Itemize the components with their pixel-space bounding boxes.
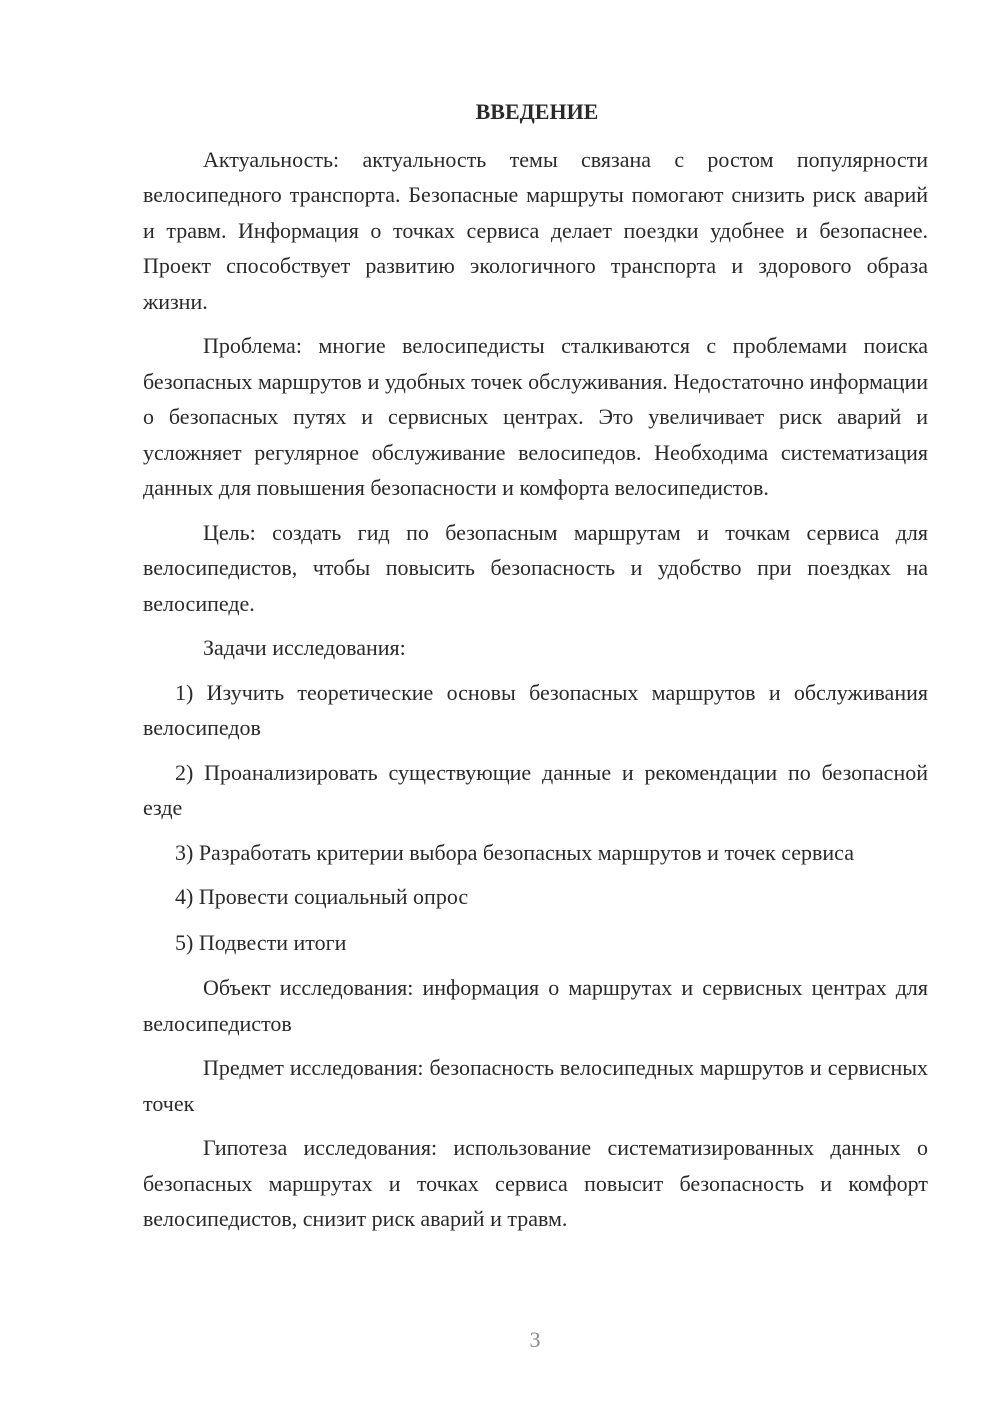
page-content <box>143 94 928 1246</box>
problem-paragraph: Проблема: многие велосипедисты сталкиваются с проблемами поиска безопасных маршрутов и удобных точек обслуживания. Недостаточно информации о безопасных путях и сервисных центрах. Это увеличивает риск аварий и усложняет регулярное обслуживание велосипедов. Необходима систематизация данных для повышения безопасности и комфорта велосипедистов. <box>143 333 928 500</box>
task-item-4: 4) Провести социальный опрос <box>175 884 469 909</box>
subject-paragraph: Предмет исследования: безопасность велосипедных маршрутов и сервисных точек <box>143 1055 928 1116</box>
object-paragraph: Объект исследования: информация о маршрутах и сервисных центрах для велосипедистов <box>143 975 928 1036</box>
task-item-5: 5) Подвести итоги <box>175 929 347 955</box>
hypothesis-paragraph: Гипотеза исследования: использование систематизированных данных о безопасных маршрутах и точках сервиса повысит безопасность и комфорт велосипедистов, снизит риск аварий и травм. <box>143 1135 928 1231</box>
relevance-paragraph: Актуальность: актуальность темы связана с ростом популярности велосипедного транспорта. Безопасные маршруты помогают снизить риск аварий и травм. Информация о точках сервиса делает поездки удобнее и безопаснее. Проект способствует развитию экологичного транспорта и здорового образа жизни. <box>143 146 928 314</box>
task-item-2: 2) Проанализировать существующие данные и рекомендации по безопасной езде <box>143 759 928 820</box>
goal-paragraph: Цель: создать гид по безопасным маршрутам и точкам сервиса для велосипедистов, чтобы повысить безопасность и удобство при поездках на велосипеде. <box>143 519 928 616</box>
task-item-1: 1) Изучить теоретические основы безопасных маршрутов и обслуживания велосипедов <box>143 679 928 740</box>
page-title: ВВЕДЕНИЕ <box>475 99 599 124</box>
page-number: 3 <box>529 1327 541 1352</box>
task-item-3: 3) Разработать критерии выбора безопасных маршрутов и точек сервиса <box>175 839 854 865</box>
tasks-heading: Задачи исследования: <box>203 635 406 660</box>
